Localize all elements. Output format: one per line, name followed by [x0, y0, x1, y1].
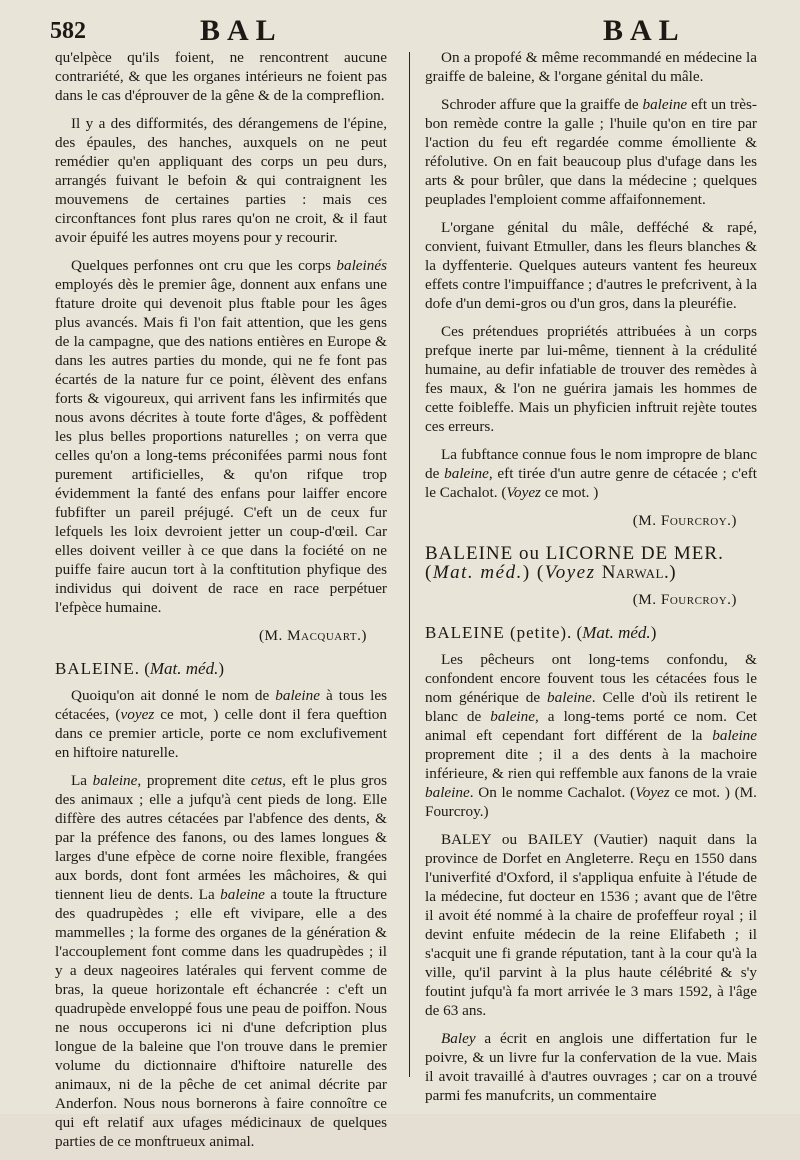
right-column	[425, 48, 757, 1114]
entry-heading-baleine: BALEINE. (Mat. méd.)	[55, 659, 225, 678]
page-number: 582	[50, 18, 86, 44]
paragraph: Quelques perfonnes ont cru que les corps baleinés employés dès le premier âge, donnent aux enfans une ftature droite qui devenoit plus ftable pour les âges plus avancés. Mais fi l'on fait attention, que les gens de la campagne, que des nations entières en Europe & dans les autres parties du monde, qui ne fe font pas écartés de la nature fur ce point, élèvent des enfans forts & vigoureux, qui arrivent fans les infirmités que nous avons décrites à toute forte d'âges, & poffèdent les plus belles proportions naturelles ; on verra que celles qu'on a long-tems préconifées parmi nous font purement artificielles, & qu'on rifque trop évidemment la fanté des enfans pour laiffer encore fubfifter un pareil préjugé. C'eft un de ceux fur lefquels les loix devroient jetter un coup-d'œil. Car elles doivent veiller à ce que dans la fociété on ne puiffe faire aucun tort à la conftitution phyfique des individus qui doivent de race en race perpétuer l'efpèce humaine.	[55, 257, 387, 616]
paragraph: On a propofé & même recommandé en médecine la graiffe de baleine, & l'organe génital du mâle.	[425, 49, 757, 85]
paragraph: qu'elpèce qu'ils foient, ne rencontrent aucune contrariété, & que les organes intérieurs ne foient pas dans le cas d'éprouver de la gêne & de la compreflion.	[55, 49, 387, 104]
author-signature: (M. Macquart.)	[258, 627, 367, 644]
paragraph: Baley a écrit en anglois une differtation fur le poivre, & un livre fur la confervation de la vue. Mais il avoit travaillé à d'autres ouvrages ; car on a trouvé parmi fes manufcrits, un commentaire	[425, 1030, 757, 1104]
paragraph: Il y a des difformités, des dérangemens de l'épine, des épaules, des hanches, auxquels on ne peut remédier qu'en appliquant des corps un peu durs, arrangés fuivant le befoin & qui contraignent les mouvemens de certaines parties : mais ces circonftances font plus rares qu'on ne croit, & il faut avoir épuifé les autres moyens pour y recourir.	[55, 115, 387, 246]
paragraph: L'organe génital du mâle, defféché & rapé, convient, fuivant Etmuller, dans les fleurs blanches & la dyffenterie. Quelques auteurs vantent fes heureux effets contre l'impuiffance ; d'autres le prefcrivent, à la dofe d'un demi-gros ou d'un gros, dans la pleuréfie.	[425, 219, 757, 312]
paragraph: BALEY ou BAILEY (Vautier) naquit dans la province de Dorfet en Angleterre. Reçu en 1550 dans l'univerfité d'Oxford, il s'appliqua enfuite à l'étude de la médecine, fut docteur en 1536 ; avant que de l'être il avoit été nommé à la chaire de profeffeur royal ; il devint enfuite médecin de la reine Elifabeth ; il s'acquit une fi grande réputation, tant à la cour qu'à la ville, qu'il parvint à la plus haute célébrité & s'y foutint jufqu'à fa mort arrivée le 3 mars 1592, à l'âge de 63 ans.	[425, 831, 757, 1019]
paragraph: La baleine, proprement dite cetus, eft le plus gros des animaux ; elle a jufqu'à cent pieds de long. Elle diffère des autres cétacées par l'abfence des dents, & par la préfence des fanons, ou des lames longues & larges d'une efpèce de corne noire flexible, frangées aux bords, dont font armées les mâchoires, & qui tiennent lieu de dents. La baleine a toute la ftructure des quadrupèdes ; elle eft vivipare, elle a des mammelles ; la forme des organes de la génération & l'accouplement font comme dans les quadrupèdes ; il y a deux nageoires latérales qui fervent comme de bras, la queue horizontale eft échancrée : c'eft un quadrupède enveloppé fous une peau de poiffon. Nous ne nous occuperons ici ni d'une defcription plus longue de la baleine que l'on trouve dans le premier volume du dictionnaire d'hiftoire naturelle des animaux, ni de la pêche de cet animal décrite par Anderfon. Nous nous bornerons à faire connoître ce qui eft relatif aux ufages médicinaux de quelques parties de ce monftrueux animal.	[55, 772, 388, 1150]
paragraph: Ces prétendues propriétés attribuées à un corps prefque inerte par lui-même, tiennent à la crédulité humaine, au defir infatiable de trouver des remèdes à fes maux, & l'on ne guérira jamais les hommes de cette foibleffe. Mais un phyficien inftruit rejète toutes ces erreurs.	[425, 323, 757, 435]
running-head-left: BAL	[200, 14, 283, 47]
author-signature: (M. Fourcroy.)	[632, 591, 737, 608]
paragraph: La fubftance connue fous le nom impropre de blanc de baleine, eft tirée d'un autre genre de cétacée ; c'eft le Cachalot. (Voyez ce mot. )	[425, 446, 757, 501]
paragraph: Schroder affure que la graiffe de baleine eft un très-bon remède contre la galle ; l'huile qu'on en tire par l'action du feu eft regardée comme émolliente & réfolutive. On en fait beaucoup plus d'ufage dans les arts & pour brûler, que dans la médecine ; quelques peuplades l'emploient comme affaifonnement.	[425, 96, 757, 208]
running-head-right: BAL	[603, 14, 686, 47]
paragraph: Quoiqu'on ait donné le nom de baleine à tous les cétacées, (voyez ce mot, ) celle dont il fera queftion dans ce premier article, porte ce nom exclufivement en hiftoire naturelle.	[55, 687, 387, 761]
page-header	[50, 10, 760, 46]
column-divider	[409, 52, 410, 1077]
left-column	[55, 48, 387, 1160]
author-signature: (M. Fourcroy.)	[632, 512, 737, 529]
entry-heading-licorne: BALEINE ou LICORNE DE MER. (Mat. méd.) (Voyez Narwal.)	[425, 543, 724, 583]
entry-heading-petite-baleine: BALEINE (petite). (Mat. méd.)	[425, 623, 657, 642]
paragraph: Les pêcheurs ont long-tems confondu, & confondent encore fouvent tous les cétacées fous le nom générique de baleine. Celle d'où ils retirent le blanc de baleine, a long-tems porté ce nom. Cet animal eft cependant fort différent de la baleine proprement dite ; il a des dents à la machoire inférieure, & rien qui reffemble aux fanons de la vraie baleine. On le nomme Cachalot. (Voyez ce mot. ) (M. Fourcroy.)	[425, 651, 757, 820]
